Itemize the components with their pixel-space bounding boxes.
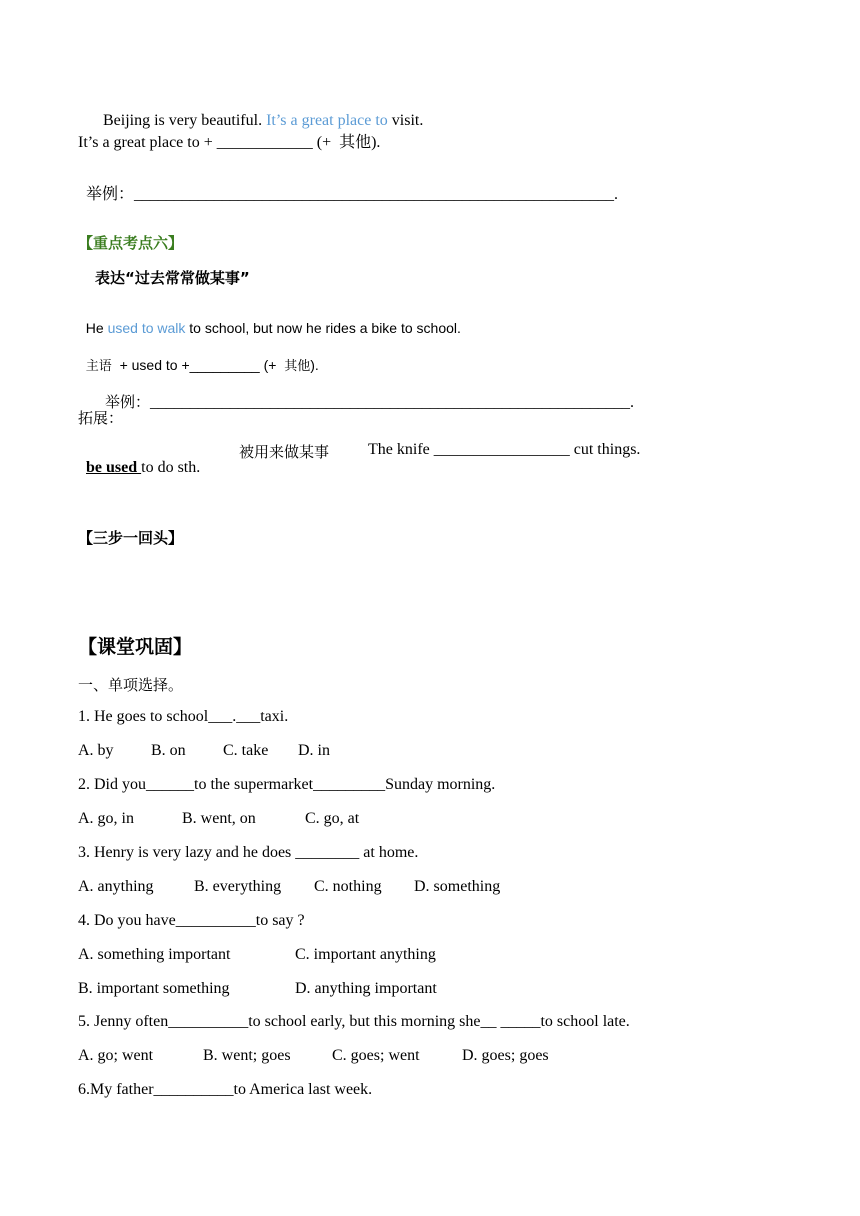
- used-to-example-blank: ____________________________________________________________.: [150, 394, 635, 411]
- question-2: 2. Did you______to the supermarket_________Sunday morning.: [78, 776, 496, 793]
- q4-option-d: D. anything important: [295, 980, 437, 997]
- pattern-line: It’s a great place to + ____________ (+ 其他).: [78, 134, 381, 151]
- extend-phrase: be used: [86, 459, 142, 476]
- pattern-end: ).: [310, 357, 319, 373]
- pattern-subject: 主语: [85, 359, 112, 374]
- q2-option-a: A. go, in: [78, 810, 134, 827]
- q5-option-a: A. go; went: [78, 1047, 154, 1064]
- used-to-sentence-highlight: used to walk: [107, 320, 186, 336]
- q4-option-c: C. important anything: [295, 946, 436, 963]
- extend-rest: to do sth.: [141, 459, 201, 476]
- extend-meaning: 被用来做某事: [239, 443, 330, 461]
- used-to-sentence-post: to school, but now he rides a bike to school.: [185, 320, 461, 336]
- example-label: 举例：: [86, 184, 135, 203]
- example-blank: ____________________________________________________________.: [134, 186, 619, 203]
- extend-example: The knife _________________ cut things.: [368, 441, 641, 458]
- q1-option-d: D. in: [298, 742, 330, 759]
- q3-option-c: C. nothing: [314, 878, 382, 895]
- q2-option-b: B. went, on: [182, 810, 256, 827]
- q5-option-d: D. goes; goes: [462, 1047, 549, 1064]
- example-line: [78, 163, 618, 204]
- q1-option-c: C. take: [223, 742, 269, 759]
- consolidation-title: 【课堂巩固】: [78, 636, 193, 658]
- pattern-body: + used to +_________ (+: [111, 357, 285, 373]
- q3-option-a: A. anything: [78, 878, 154, 895]
- part1-title: 一、单项选择。: [78, 676, 184, 694]
- q1-option-a: A. by: [78, 742, 114, 759]
- used-to-example-label: 举例：: [105, 393, 151, 411]
- question-4: 4. Do you have__________to say ?: [78, 912, 305, 929]
- q5-option-b: B. went; goes: [203, 1047, 291, 1064]
- used-to-pattern: [78, 339, 319, 374]
- review-title: 【三步一回头】: [78, 529, 184, 547]
- pattern-other: 其他: [284, 359, 311, 374]
- question-3: 3. Henry is very lazy and he does ________ at home.: [78, 844, 419, 861]
- example-sentence-post: visit.: [387, 112, 424, 129]
- section-subtitle: 表达“过去常常做某事”: [95, 269, 250, 287]
- q2-option-c: C. go, at: [305, 810, 360, 827]
- q5-option-c: C. goes; went: [332, 1047, 420, 1064]
- question-1: 1. He goes to school___.___taxi.: [78, 708, 289, 725]
- q4-option-b: B. important something: [78, 980, 230, 997]
- q1-option-b: B. on: [151, 742, 186, 759]
- q3-option-d: D. something: [414, 878, 501, 895]
- extend-line: [78, 441, 200, 477]
- used-to-example-line: [97, 373, 634, 412]
- used-to-sentence: [78, 304, 461, 336]
- q3-option-b: B. everything: [194, 878, 282, 895]
- section-title-key-point-6: 【重点考点六】: [78, 234, 184, 252]
- example-sentence: [95, 94, 423, 130]
- question-6: 6.My father__________to America last week.: [78, 1081, 373, 1098]
- used-to-sentence-pre: He: [85, 320, 108, 336]
- extend-label: 拓展：: [78, 409, 124, 427]
- question-5: 5. Jenny often__________to school early, but this morning she__ _____to school late.: [78, 1013, 630, 1030]
- example-sentence-pre: Beijing is very beautiful.: [103, 112, 267, 129]
- example-sentence-highlight: It’s a great place to: [266, 112, 388, 129]
- q4-option-a: A. something important: [78, 946, 231, 963]
